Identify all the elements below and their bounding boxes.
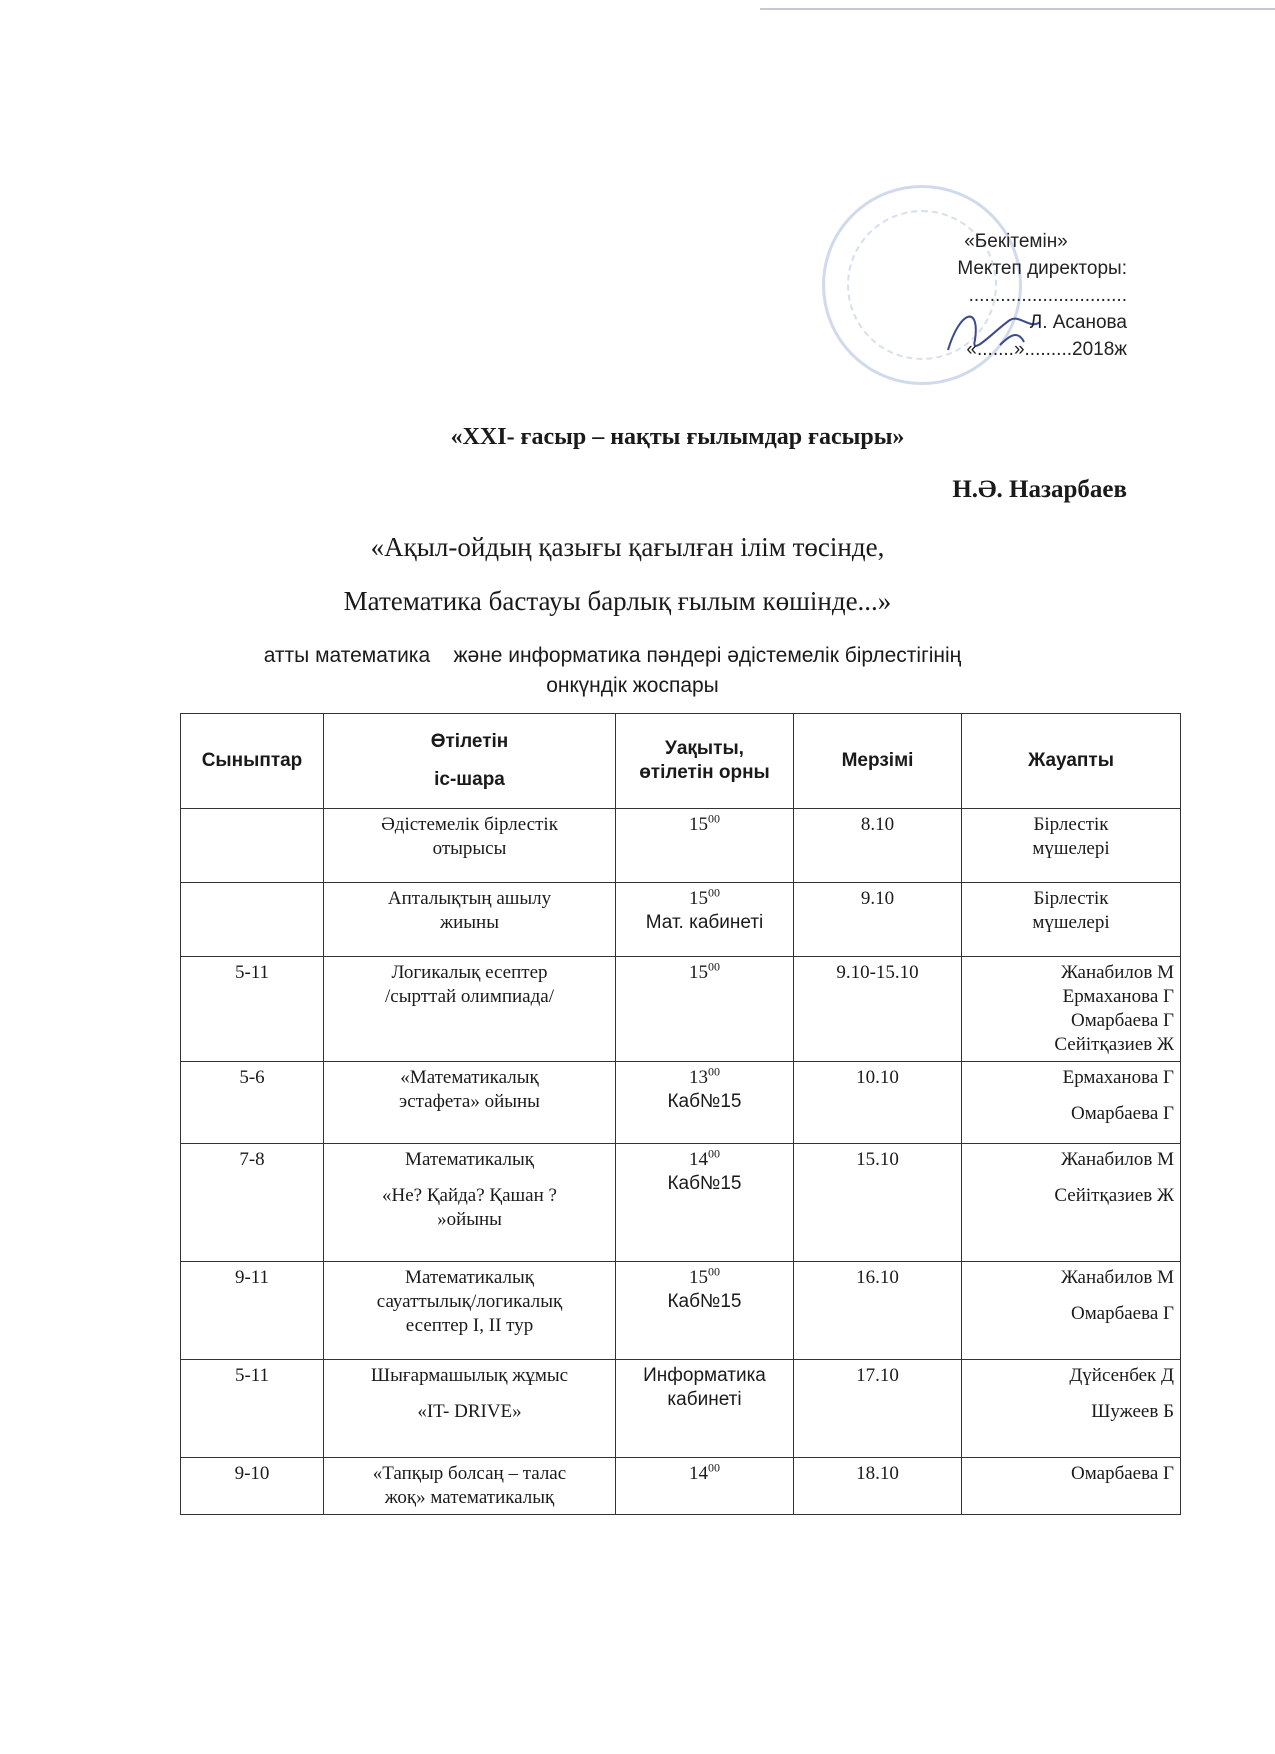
cell-date: 16.10 bbox=[794, 1262, 962, 1360]
time-minutes: 00 bbox=[708, 1146, 720, 1161]
cell-responsible bbox=[962, 809, 1181, 883]
event-line: Математикалық bbox=[405, 1149, 534, 1170]
time-hour: 15 bbox=[689, 814, 708, 835]
event-line: «Математикалық bbox=[400, 1067, 539, 1088]
cell-event bbox=[324, 1262, 616, 1360]
plan-subtitle-line-2: онкүндік жоспары bbox=[546, 674, 719, 697]
event-place: Мат. кабинеті bbox=[645, 912, 764, 933]
event-line: »ойыны bbox=[437, 1209, 502, 1230]
event-line: Математикалық bbox=[405, 1267, 534, 1288]
header-event-line-1: Өтілетін bbox=[430, 731, 509, 752]
cell-date: 17.10 bbox=[794, 1360, 962, 1458]
cell-responsible bbox=[962, 1458, 1181, 1515]
header-responsible: Жауапты bbox=[962, 714, 1181, 809]
responsible-person: Шужеев Б bbox=[1091, 1401, 1174, 1422]
responsible-person: Дүйсенбек Д bbox=[1069, 1365, 1174, 1386]
event-place: Каб№15 bbox=[667, 1291, 742, 1312]
responsible-person: Омарбаева Г bbox=[1071, 1010, 1174, 1031]
responsible-person: Жанабилов М bbox=[1060, 1149, 1174, 1170]
cell-classes: 5-11 bbox=[181, 1360, 324, 1458]
table-row bbox=[181, 1144, 1181, 1262]
cell-date: 9.10-15.10 bbox=[794, 957, 962, 1062]
cell-classes bbox=[181, 883, 324, 957]
cell-responsible bbox=[962, 1262, 1181, 1360]
cell-responsible bbox=[962, 1144, 1181, 1262]
approval-block bbox=[905, 228, 1127, 363]
cell-event bbox=[324, 809, 616, 883]
event-place: Каб№15 bbox=[667, 1091, 742, 1112]
responsible-person: мүшелері bbox=[1032, 838, 1110, 859]
event-line: «Тапқыр болсаң – талас bbox=[372, 1463, 567, 1484]
time-minutes: 00 bbox=[708, 1460, 720, 1475]
approval-position: Мектеп директоры: bbox=[957, 258, 1127, 279]
event-place: Каб№15 bbox=[667, 1173, 742, 1194]
header-time-line-1: Уақыты, bbox=[665, 738, 744, 759]
responsible-person: Ермаханова Г bbox=[1062, 986, 1174, 1007]
cell-time bbox=[616, 1458, 794, 1515]
approval-date: «.......».........2018ж bbox=[966, 339, 1127, 360]
event-line: /сырттай олимпиада/ bbox=[385, 986, 554, 1007]
cell-time bbox=[616, 1262, 794, 1360]
time-minutes: 00 bbox=[708, 1064, 720, 1079]
responsible-person: Жанабилов М bbox=[1060, 962, 1174, 983]
cell-classes: 9-10 bbox=[181, 1458, 324, 1515]
event-line: жиыны bbox=[440, 912, 499, 933]
cell-classes: 9-11 bbox=[181, 1262, 324, 1360]
event-line: сауаттылық/логикалық bbox=[376, 1291, 563, 1312]
cell-event bbox=[324, 1360, 616, 1458]
cell-date: 9.10 bbox=[794, 883, 962, 957]
responsible-person: Сейітқазиев Ж bbox=[1054, 1034, 1174, 1055]
responsible-person: Жанабилов М bbox=[1060, 1267, 1174, 1288]
cell-classes bbox=[181, 809, 324, 883]
header-time-line-2: өтілетін орны bbox=[639, 762, 770, 783]
event-line: «Не? Қайда? Қашан ? bbox=[382, 1185, 557, 1206]
plan-table-body bbox=[181, 809, 1181, 1515]
cell-time bbox=[616, 1062, 794, 1144]
table-row bbox=[181, 1062, 1181, 1144]
table-header-row bbox=[181, 714, 1181, 809]
header-event bbox=[324, 714, 616, 809]
cell-date: 8.10 bbox=[794, 809, 962, 883]
cell-classes: 7-8 bbox=[181, 1144, 324, 1262]
event-line: есептер І, ІІ тур bbox=[405, 1315, 534, 1336]
cell-event bbox=[324, 883, 616, 957]
responsible-person: Омарбаева Г bbox=[1071, 1463, 1174, 1484]
time-hour: 14 bbox=[689, 1149, 708, 1170]
responsible-person: Бірлестік bbox=[1033, 814, 1109, 835]
approval-title: «Бекітемін» bbox=[964, 231, 1068, 252]
time-minutes: 00 bbox=[708, 811, 720, 826]
cell-responsible bbox=[962, 1062, 1181, 1144]
responsible-person: Ермаханова Г bbox=[1062, 1067, 1174, 1088]
responsible-person: мүшелері bbox=[1032, 912, 1110, 933]
poem-line-1: «Ақыл-ойдың қазығы қағылған ілім төсінде, bbox=[370, 532, 885, 562]
event-line: жоқ» математикалық bbox=[384, 1487, 555, 1508]
approval-director-name: Л. Асанова bbox=[1029, 312, 1127, 333]
responsible-person: Омарбаева Г bbox=[1071, 1103, 1174, 1124]
responsible-person: Сейітқазиев Ж bbox=[1054, 1185, 1174, 1206]
time-minutes: 00 bbox=[708, 959, 720, 974]
plan-subtitle-line-1: атты математика және информатика пәндері әдістемелік бірлестігінің bbox=[263, 644, 962, 667]
time-hour: 13 bbox=[689, 1067, 708, 1088]
cell-responsible bbox=[962, 883, 1181, 957]
cell-date: 18.10 bbox=[794, 1458, 962, 1515]
cell-time bbox=[616, 1360, 794, 1458]
motto-quote: «XXI- ғасыр – нақты ғылымдар ғасыры» bbox=[450, 424, 905, 450]
event-place: Информатика кабинеті bbox=[643, 1365, 766, 1410]
cell-time bbox=[616, 957, 794, 1062]
table-row bbox=[181, 883, 1181, 957]
motto-author: Н.Ә. Назарбаев bbox=[952, 476, 1127, 503]
event-line: Апталықтың ашылу bbox=[387, 888, 552, 909]
time-minutes: 00 bbox=[708, 885, 720, 900]
cell-time bbox=[616, 809, 794, 883]
cell-responsible bbox=[962, 957, 1181, 1062]
table-row bbox=[181, 809, 1181, 883]
header-classes: Сыныптар bbox=[181, 714, 324, 809]
cell-time bbox=[616, 883, 794, 957]
approval-signature-dots: .............................. bbox=[968, 285, 1127, 306]
time-hour: 14 bbox=[689, 1463, 708, 1484]
responsible-person: Бірлестік bbox=[1033, 888, 1109, 909]
event-line: отырысы bbox=[432, 838, 507, 859]
header-date: Мерзімі bbox=[794, 714, 962, 809]
time-hour: 15 bbox=[689, 888, 708, 909]
poem-line-2: Математика бастауы барлық ғылым көшінде...» bbox=[343, 586, 892, 616]
time-hour: 15 bbox=[689, 962, 708, 983]
table-row bbox=[181, 1458, 1181, 1515]
event-line: эстафета» ойыны bbox=[399, 1091, 540, 1112]
event-line: Логикалық есептер bbox=[391, 962, 548, 983]
table-row bbox=[181, 957, 1181, 1062]
table-row bbox=[181, 1262, 1181, 1360]
event-line: «IT- DRIVE» bbox=[417, 1401, 522, 1422]
cell-time bbox=[616, 1144, 794, 1262]
responsible-person: Омарбаева Г bbox=[1071, 1303, 1174, 1324]
table-row bbox=[181, 1360, 1181, 1458]
cell-date: 10.10 bbox=[794, 1062, 962, 1144]
cell-classes: 5-11 bbox=[181, 957, 324, 1062]
cell-classes: 5-6 bbox=[181, 1062, 324, 1144]
cell-responsible bbox=[962, 1360, 1181, 1458]
scan-artifact-line bbox=[760, 8, 1275, 10]
cell-event bbox=[324, 1062, 616, 1144]
time-minutes: 00 bbox=[708, 1264, 720, 1279]
header-event-line-2: іс-шара bbox=[434, 769, 505, 790]
cell-date: 15.10 bbox=[794, 1144, 962, 1262]
header-time bbox=[616, 714, 794, 809]
cell-event bbox=[324, 1144, 616, 1262]
cell-event bbox=[324, 1458, 616, 1515]
time-hour: 15 bbox=[689, 1267, 708, 1288]
cell-event bbox=[324, 957, 616, 1062]
event-line: Шығармашылық жұмыс bbox=[370, 1365, 569, 1386]
plan-table bbox=[180, 713, 1181, 1515]
event-line: Әдістемелік бірлестік bbox=[381, 814, 558, 835]
